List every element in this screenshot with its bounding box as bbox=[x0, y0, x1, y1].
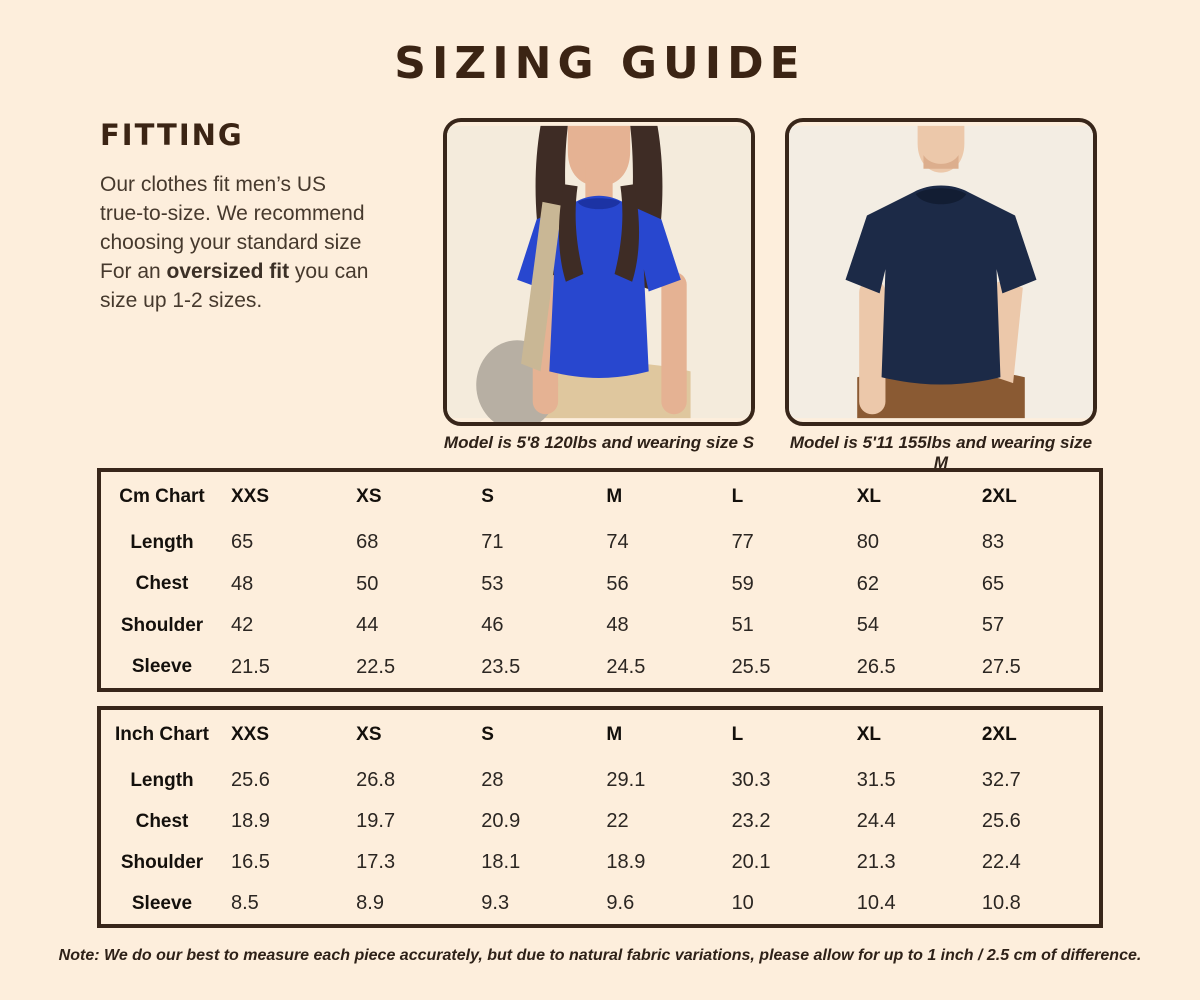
measurement-row bbox=[101, 605, 1099, 647]
model-caption-size-m: Model is 5'11 155lbs and wearing size M bbox=[789, 433, 1093, 472]
size-column-header: 2XL bbox=[981, 724, 1017, 745]
fitting-line-5: size up 1-2 sizes. bbox=[100, 289, 263, 312]
size-column-header: S bbox=[481, 724, 494, 745]
measurement-value: 44 bbox=[356, 614, 379, 637]
measurement-row bbox=[101, 647, 1099, 689]
page-title: SIZING GUIDE bbox=[394, 38, 806, 89]
measurement-value: 24.4 bbox=[856, 810, 896, 832]
measurement-value: 42 bbox=[231, 614, 254, 637]
measurement-row bbox=[101, 842, 1099, 883]
cm-size-chart bbox=[97, 468, 1103, 692]
man-navy-tshirt-illustration bbox=[789, 122, 1093, 422]
fitting-line-3: choosing your standard size bbox=[100, 231, 362, 254]
measurement-value: 17.3 bbox=[356, 851, 396, 873]
measurement-value: 20.1 bbox=[731, 851, 771, 873]
size-column-header: XL bbox=[856, 486, 881, 507]
measurement-value: 27.5 bbox=[981, 655, 1021, 678]
size-column-header: XL bbox=[856, 724, 881, 745]
measurement-row bbox=[101, 883, 1099, 924]
chart-header-row bbox=[101, 710, 1099, 760]
measurement-value: 22.5 bbox=[356, 655, 396, 678]
measurement-value: 29.1 bbox=[606, 769, 646, 791]
measurement-value: 74 bbox=[606, 531, 629, 554]
size-column-header: 2XL bbox=[981, 486, 1017, 507]
measurement-value: 26.8 bbox=[356, 769, 396, 791]
measurement-value: 54 bbox=[856, 614, 879, 637]
measurement-value: 68 bbox=[356, 531, 379, 554]
measurement-value: 48 bbox=[606, 614, 629, 637]
measurement-value: 62 bbox=[856, 572, 879, 595]
measurement-label: Length bbox=[130, 531, 194, 553]
model-caption-size-s: Model is 5'8 120lbs and wearing size S bbox=[443, 433, 755, 452]
measurement-row bbox=[101, 760, 1099, 801]
size-column-header: L bbox=[731, 486, 744, 507]
measurement-value: 20.9 bbox=[481, 810, 521, 832]
measurement-value: 30.3 bbox=[731, 769, 771, 791]
measurement-value: 25.6 bbox=[231, 769, 270, 791]
measurement-value: 8.9 bbox=[356, 892, 384, 914]
size-column-header: XS bbox=[356, 724, 382, 745]
fitting-heading: FITTING bbox=[100, 118, 244, 152]
measurement-value: 9.6 bbox=[606, 892, 635, 914]
measurement-value: 28 bbox=[481, 769, 504, 791]
fitting-paragraph bbox=[100, 170, 470, 315]
measurement-value: 18.9 bbox=[231, 810, 270, 832]
size-column-header: XXS bbox=[231, 724, 270, 745]
fitting-line-4-post: you can bbox=[289, 260, 369, 283]
measurement-value: 25.5 bbox=[731, 655, 771, 678]
chart-name: Inch Chart bbox=[115, 724, 209, 745]
measurement-value: 10.4 bbox=[856, 892, 896, 914]
size-column-header: L bbox=[731, 724, 744, 745]
measurement-value: 22.4 bbox=[981, 851, 1021, 873]
measurement-value: 10 bbox=[731, 892, 754, 914]
measurement-value: 10.8 bbox=[981, 892, 1021, 914]
measurement-value: 22 bbox=[606, 810, 629, 832]
measurement-value: 21.3 bbox=[856, 851, 896, 873]
model-photo-size-m bbox=[785, 118, 1097, 426]
size-column-header: M bbox=[606, 486, 623, 507]
measurement-row bbox=[101, 522, 1099, 564]
measurement-value: 25.6 bbox=[981, 810, 1021, 832]
measurement-note: Note: We do our best to measure each piece accurately, but due to natural fabric variations, please allow for up to 1 inch / 2.5 cm of difference. bbox=[58, 947, 1142, 964]
measurement-value: 23.5 bbox=[481, 655, 521, 678]
measurement-value: 46 bbox=[481, 614, 504, 637]
measurement-label: Sleeve bbox=[131, 656, 193, 678]
measurement-label: Shoulder bbox=[120, 614, 204, 636]
measurement-value: 31.5 bbox=[856, 769, 896, 791]
chart-name: Cm Chart bbox=[119, 486, 205, 507]
measurement-value: 80 bbox=[856, 531, 879, 554]
measurement-value: 24.5 bbox=[606, 655, 646, 678]
measurement-value: 23.2 bbox=[731, 810, 771, 832]
size-column-header: M bbox=[606, 724, 623, 745]
measurement-value: 77 bbox=[731, 531, 754, 554]
measurement-value: 48 bbox=[231, 572, 254, 595]
measurement-row bbox=[101, 564, 1099, 606]
chart-header-row bbox=[101, 472, 1099, 522]
measurement-value: 18.9 bbox=[606, 851, 646, 873]
size-column-header: XXS bbox=[231, 486, 270, 507]
measurement-label: Chest bbox=[135, 573, 189, 595]
measurement-value: 19.7 bbox=[356, 810, 396, 832]
measurement-value: 57 bbox=[981, 614, 1005, 637]
measurement-label: Length bbox=[130, 769, 194, 791]
measurement-value: 56 bbox=[606, 572, 629, 595]
fitting-line-4-pre: For an bbox=[100, 260, 167, 283]
measurement-value: 65 bbox=[981, 572, 1005, 595]
inch-size-chart bbox=[97, 706, 1103, 928]
measurement-label: Chest bbox=[135, 810, 189, 832]
measurement-label: Sleeve bbox=[131, 892, 193, 914]
measurement-value: 53 bbox=[481, 572, 504, 595]
measurement-value: 83 bbox=[981, 531, 1005, 554]
measurement-value: 50 bbox=[356, 572, 379, 595]
measurement-value: 32.7 bbox=[981, 769, 1021, 791]
measurement-label: Shoulder bbox=[120, 851, 204, 873]
measurement-value: 65 bbox=[231, 531, 254, 554]
oversized-fit-emphasis: oversized fit bbox=[166, 260, 290, 283]
measurement-value: 16.5 bbox=[231, 851, 270, 873]
measurement-value: 59 bbox=[731, 572, 754, 595]
size-column-header: XS bbox=[356, 486, 382, 507]
model-photo-size-s bbox=[443, 118, 755, 426]
measurement-value: 21.5 bbox=[231, 655, 270, 678]
measurement-value: 71 bbox=[481, 531, 504, 554]
measurement-value: 26.5 bbox=[856, 655, 896, 678]
woman-blue-tshirt-illustration bbox=[447, 122, 751, 422]
fitting-line-1: Our clothes fit men’s US bbox=[100, 173, 327, 196]
fitting-line-2: true-to-size. We recommend bbox=[100, 202, 365, 225]
measurement-value: 9.3 bbox=[481, 892, 510, 914]
size-column-header: S bbox=[481, 486, 494, 507]
measurement-value: 18.1 bbox=[481, 851, 521, 873]
measurement-value: 8.5 bbox=[231, 892, 259, 914]
measurement-value: 51 bbox=[731, 614, 754, 637]
measurement-row bbox=[101, 801, 1099, 842]
